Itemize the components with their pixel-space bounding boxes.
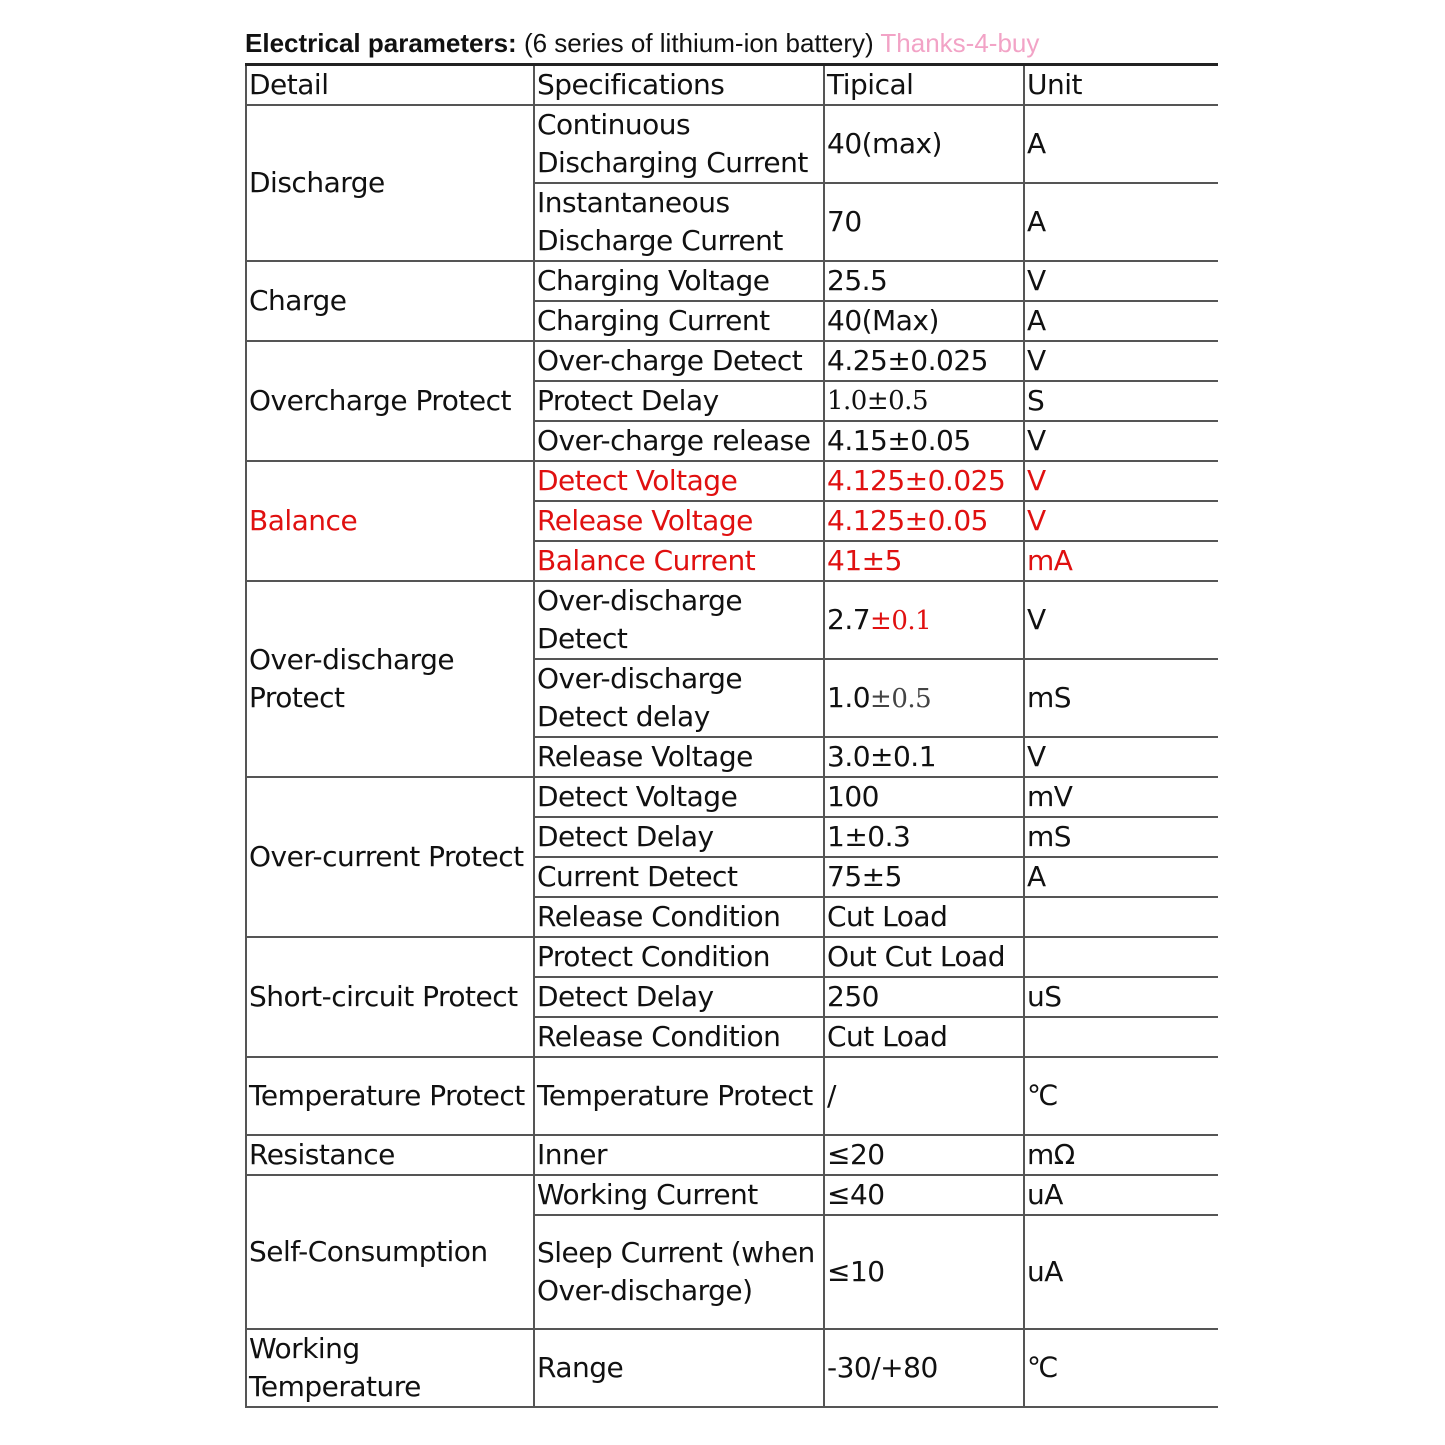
- typical-cell: 40(max): [824, 105, 1024, 183]
- unit-cell: A: [1024, 183, 1218, 261]
- unit-cell: ℃: [1024, 1057, 1218, 1135]
- typical-cell: 100: [824, 777, 1024, 817]
- spec-cell: Protect Condition: [534, 937, 824, 977]
- typical-tolerance: ±0.1: [870, 605, 932, 636]
- title-bold: Electrical parameters:: [245, 28, 517, 58]
- unit-cell: uA: [1024, 1175, 1218, 1215]
- typical-cell: 25.5: [824, 261, 1024, 301]
- table-row: [246, 777, 1218, 817]
- unit-cell: mV: [1024, 777, 1218, 817]
- detail-workingtemp: Working Temperature: [246, 1329, 534, 1407]
- typical-cell: 4.125±0.05: [824, 501, 1024, 541]
- spec-cell: Working Current: [534, 1175, 824, 1215]
- typical-cell: 1.0±0.5: [824, 381, 1024, 421]
- spec-cell: Continuous Discharging Current: [534, 105, 824, 183]
- detail-overcharge: Overcharge Protect: [246, 341, 534, 461]
- table-row: [246, 341, 1218, 381]
- table-row: [246, 261, 1218, 301]
- typical-cell: 4.25±0.025: [824, 341, 1024, 381]
- typical-tolerance: ±0.5: [870, 683, 932, 714]
- typical-cell: ≤40: [824, 1175, 1024, 1215]
- unit-cell: V: [1024, 581, 1218, 659]
- unit-cell: uA: [1024, 1215, 1218, 1329]
- spec-cell: Range: [534, 1329, 824, 1407]
- spec-cell: Over-charge Detect: [534, 341, 824, 381]
- unit-cell: A: [1024, 857, 1218, 897]
- typical-cell: [824, 581, 1024, 659]
- typical-cell: 3.0±0.1: [824, 737, 1024, 777]
- table-row: [246, 1329, 1218, 1407]
- unit-cell: V: [1024, 501, 1218, 541]
- typical-cell: ≤10: [824, 1215, 1024, 1329]
- detail-resistance: Resistance: [246, 1135, 534, 1175]
- table-row: [246, 105, 1218, 183]
- spec-cell: Instantaneous Discharge Current: [534, 183, 824, 261]
- detail-temperature: Temperature Protect: [246, 1057, 534, 1135]
- spec-cell: Temperature Protect: [534, 1057, 824, 1135]
- header-detail: Detail: [246, 65, 534, 106]
- spec-cell: Detect Voltage: [534, 461, 824, 501]
- table-row: [246, 937, 1218, 977]
- spec-cell: Charging Voltage: [534, 261, 824, 301]
- detail-balance: Balance: [246, 461, 534, 581]
- spec-cell: Protect Delay: [534, 381, 824, 421]
- spec-cell: Balance Current: [534, 541, 824, 581]
- header-unit: Unit: [1024, 65, 1218, 106]
- unit-cell: mS: [1024, 817, 1218, 857]
- unit-cell: mΩ: [1024, 1135, 1218, 1175]
- unit-cell: uS: [1024, 977, 1218, 1017]
- brand-watermark: Thanks-4-buy: [880, 28, 1040, 58]
- spec-cell: Release Condition: [534, 897, 824, 937]
- unit-cell: V: [1024, 341, 1218, 381]
- unit-cell: [1024, 1017, 1218, 1057]
- unit-cell: A: [1024, 105, 1218, 183]
- table-row: [246, 581, 1218, 659]
- spec-cell: Detect Delay: [534, 977, 824, 1017]
- unit-cell: A: [1024, 301, 1218, 341]
- spec-cell: Release Condition: [534, 1017, 824, 1057]
- table-title: [245, 28, 1225, 64]
- spec-cell: Over-discharge Detect delay: [534, 659, 824, 737]
- detail-discharge: Discharge: [246, 105, 534, 261]
- detail-overdischarge: Over-discharge Protect: [246, 581, 534, 777]
- unit-cell: V: [1024, 461, 1218, 501]
- unit-cell: [1024, 897, 1218, 937]
- typical-cell: 40(Max): [824, 301, 1024, 341]
- unit-cell: mS: [1024, 659, 1218, 737]
- spec-cell: Current Detect: [534, 857, 824, 897]
- title-subtitle: (6 series of lithium-ion battery): [523, 28, 874, 58]
- unit-cell: V: [1024, 737, 1218, 777]
- table-row: [246, 1057, 1218, 1135]
- table-row: [246, 461, 1218, 501]
- typical-main: 1.0: [827, 680, 871, 714]
- typical-cell: ≤20: [824, 1135, 1024, 1175]
- unit-cell: mA: [1024, 541, 1218, 581]
- table-row: [246, 1175, 1218, 1215]
- header-row: [246, 65, 1218, 106]
- typical-cell: Out Cut Load: [824, 937, 1024, 977]
- typical-cell: [824, 659, 1024, 737]
- spec-cell: Over-charge release: [534, 421, 824, 461]
- typical-cell: /: [824, 1057, 1024, 1135]
- spec-cell: Detect Voltage: [534, 777, 824, 817]
- typical-cell: 70: [824, 183, 1024, 261]
- typical-cell: 41±5: [824, 541, 1024, 581]
- table-row: [246, 1135, 1218, 1175]
- typical-cell: -30/+80: [824, 1329, 1024, 1407]
- typical-main: 2.7: [827, 602, 871, 636]
- unit-cell: ℃: [1024, 1329, 1218, 1407]
- spec-cell: Sleep Current (when Over-discharge): [534, 1215, 824, 1329]
- spec-table: [245, 63, 1218, 1408]
- unit-cell: [1024, 937, 1218, 977]
- typical-cell: 4.125±0.025: [824, 461, 1024, 501]
- detail-selfconsumption: Self-Consumption: [246, 1175, 534, 1329]
- spec-cell: Release Voltage: [534, 501, 824, 541]
- header-typical: Tipical: [824, 65, 1024, 106]
- spec-cell: Release Voltage: [534, 737, 824, 777]
- typical-cell: 1±0.3: [824, 817, 1024, 857]
- typical-cell: Cut Load: [824, 897, 1024, 937]
- spec-cell: Charging Current: [534, 301, 824, 341]
- typical-cell: 250: [824, 977, 1024, 1017]
- detail-charge: Charge: [246, 261, 534, 341]
- typical-cell: 4.15±0.05: [824, 421, 1024, 461]
- spec-cell: Over-discharge Detect: [534, 581, 824, 659]
- typical-cell: Cut Load: [824, 1017, 1024, 1057]
- typical-cell: 75±5: [824, 857, 1024, 897]
- header-spec: Specifications: [534, 65, 824, 106]
- detail-overcurrent: Over-current Protect: [246, 777, 534, 937]
- spec-cell: Inner: [534, 1135, 824, 1175]
- spec-cell: Detect Delay: [534, 817, 824, 857]
- detail-shortcircuit: Short-circuit Protect: [246, 937, 534, 1057]
- unit-cell: V: [1024, 261, 1218, 301]
- unit-cell: V: [1024, 421, 1218, 461]
- unit-cell: S: [1024, 381, 1218, 421]
